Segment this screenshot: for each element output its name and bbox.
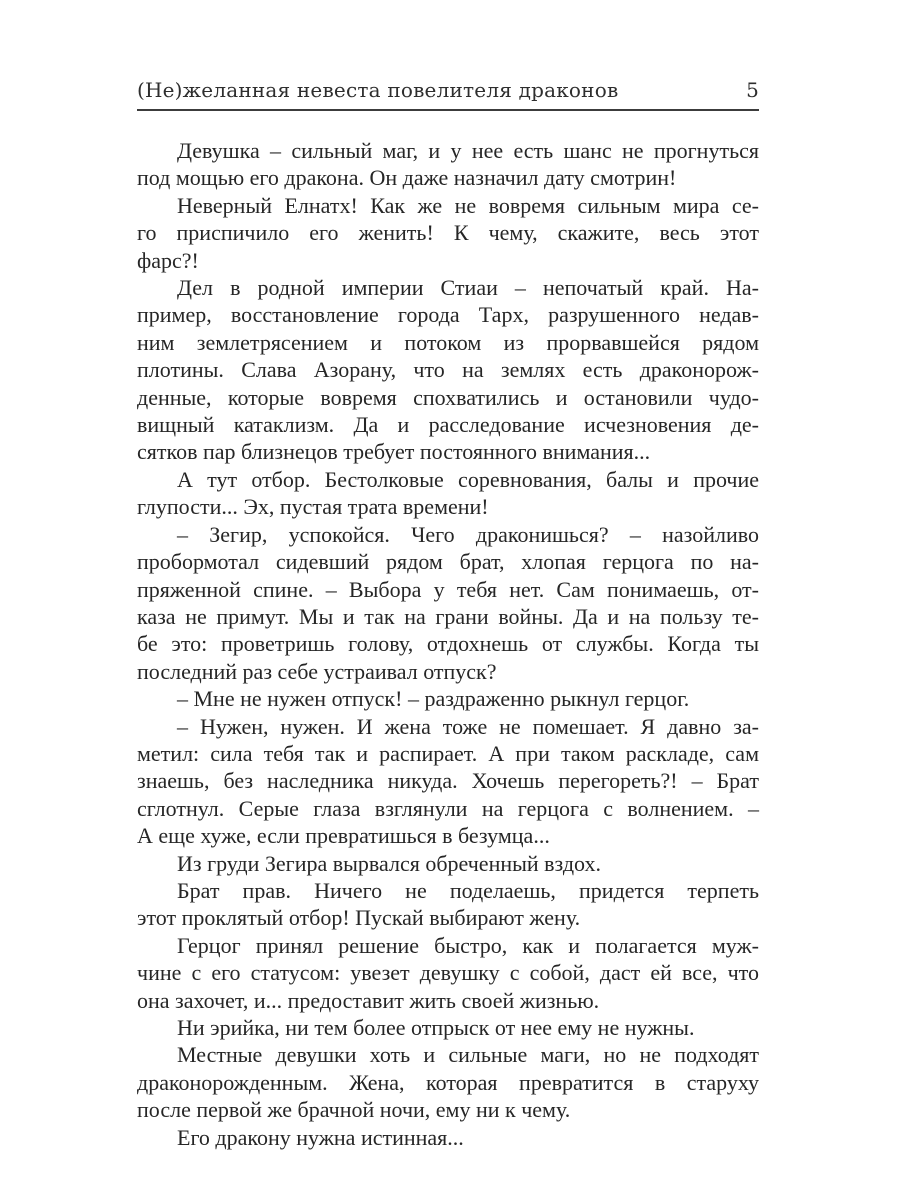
text-line: драконорожденным. Жена, которая превратится в старуху xyxy=(137,1069,759,1095)
text-line: после первой же брачной ночи, ему ни к чему. xyxy=(137,1097,571,1123)
text-line: она захочет, и... предоставит жить своей жизнью. xyxy=(137,987,600,1013)
paragraph xyxy=(137,466,759,521)
text-line: го приспичило его женить! К чему, скажите, весь этот xyxy=(137,220,759,246)
text-line: Местные девушки хоть и сильные маги, но не подходят xyxy=(177,1042,759,1068)
text-line: – Мне не нужен отпуск! – раздраженно рыкнул герцог. xyxy=(177,686,690,712)
paragraph xyxy=(137,685,759,712)
paragraph xyxy=(137,137,759,192)
text-line: плотины. Слава Азорану, что на землях есть драконорож- xyxy=(137,357,759,383)
text-line: Неверный Елнатх! Как же не вовремя сильным мира се- xyxy=(177,192,759,218)
text-line: каза не примут. Мы и так на грани войны. Да и на пользу те- xyxy=(137,603,759,629)
text-line: пряженной спине. – Выбора у тебя нет. Сам понимаешь, от- xyxy=(137,576,759,602)
text-line: бе это: проветришь голову, отдохнешь от службы. Когда ты xyxy=(137,631,759,657)
text-line: знаешь, без наследника никуда. Хочешь перегореть?! – Брат xyxy=(137,768,759,794)
paragraph xyxy=(137,1014,759,1041)
paragraph xyxy=(137,932,759,1014)
text-line: пробормотал сидевший рядом брат, хлопая герцога по на- xyxy=(137,549,759,575)
text-line: пример, восстановление города Тарх, разрушенного недав- xyxy=(137,302,759,328)
text-line: Из груди Зегира вырвался обреченный вздох. xyxy=(177,850,601,876)
paragraph xyxy=(137,713,759,850)
page-number: 5 xyxy=(746,78,759,102)
text-line: последний раз себе устраивал отпуск? xyxy=(137,658,497,684)
text-line: – Зегир, успокойся. Чего драконишься? – назойливо xyxy=(177,521,759,547)
paragraph xyxy=(137,1124,759,1151)
paragraph xyxy=(137,850,759,877)
text-line: А еще хуже, если превратишься в безумца... xyxy=(137,823,550,849)
text-line: – Нужен, нужен. И жена тоже не помешает. Я давно за- xyxy=(177,713,759,739)
paragraph xyxy=(137,521,759,685)
text-line: Герцог принял решение быстро, как и полагается муж- xyxy=(177,932,759,958)
text-line: А тут отбор. Бестолковые соревнования, балы и прочие xyxy=(177,466,759,492)
paragraph xyxy=(137,274,759,466)
text-line: сятков пар близнецов требует постоянного внимания... xyxy=(137,439,651,465)
text-line: Девушка – сильный маг, и у нее есть шанс не прогнуться xyxy=(177,138,759,163)
text-line: Брат прав. Ничего не поделаешь, придется терпеть xyxy=(177,877,759,903)
text-line: Ни эрийка, ни тем более отпрыск от нее ему не нужны. xyxy=(177,1015,695,1040)
paragraph xyxy=(137,877,759,932)
running-header xyxy=(137,78,759,102)
text-line: денные, которые вовремя спохватились и остановили чудо- xyxy=(137,384,759,410)
text-line: глупости... Эх, пустая трата времени! xyxy=(137,494,489,520)
paragraph xyxy=(137,192,759,274)
page-text xyxy=(137,137,759,1151)
text-line: этот проклятый отбор! Пускай выбирают жену. xyxy=(137,905,581,931)
text-line: сглотнул. Серые глаза взглянули на герцога с волнением. – xyxy=(137,795,759,821)
text-line: вищный катаклизм. Да и расследование исчезновения де- xyxy=(137,412,759,438)
text-line: Дел в родной империи Стиаи – непочатый край. На- xyxy=(177,275,759,301)
text-line: метил: сила тебя так и распирает. А при таком раскладе, сам xyxy=(137,740,759,766)
header-rule xyxy=(137,109,759,111)
text-line: под мощью его дракона. Он даже назначил дату смотрин! xyxy=(137,165,677,191)
running-title: (Не)желанная невеста повелителя драконов xyxy=(137,78,619,102)
paragraph xyxy=(137,1041,759,1123)
text-line: Его дракону нужна истинная... xyxy=(177,1124,464,1150)
text-line: чине с его статусом: увезет девушку с собой, даст ей все, что xyxy=(137,960,759,986)
text-line: фарс?! xyxy=(137,247,199,273)
text-line: ним землетрясением и потоком из прорвавшейся рядом xyxy=(137,329,759,355)
page-content xyxy=(137,78,759,1151)
